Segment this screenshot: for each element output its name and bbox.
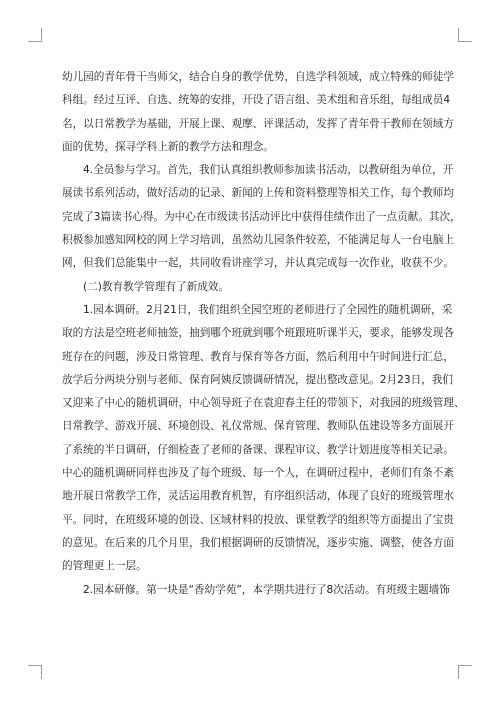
text-line: 平。同时，在班级环境的创设、区域材料的投放、课堂教学的组织等方面提出了宝贵 xyxy=(62,513,454,526)
text-line: 中心的随机调研同样也涉及了每个班级、每一个人，在调研过程中，老师们有条不紊 xyxy=(62,467,454,480)
text-line: 了系统的半日调研，仔细检查了老师的备课、课程审议、教学计划进度等相关记录。 xyxy=(62,443,454,456)
text-line: 放学后分两块分别与老师、保育阿姨反馈调研情况，提出整改意见。2月23日，我们 xyxy=(62,373,453,386)
text-line: 地开展日常教学工作，灵活运用教育机智，有序组织活动，体现了良好的班级管理水 xyxy=(62,490,454,503)
text-line: 2.园本研修。第一块是“香幼学苑”，本学期共进行了8次活动。有班级主题墙饰 xyxy=(83,583,450,596)
text-line: 展读书系列活动，做好活动的记录、新闻的上传和资料整理等相关工作，每个教师均 xyxy=(62,187,454,200)
text-line: 取的方法是空班老师抽签，抽到哪个班就到哪个班跟班听课半天，要求，能够发现各 xyxy=(62,327,454,340)
text-line: 的管理更上一层。 xyxy=(62,560,147,573)
crop-mark-top-left-h xyxy=(28,41,42,42)
text-line: 科组。经过互评、自选、统筹的安排，开设了语言组、美术组和音乐组，每组成员4 xyxy=(62,94,451,107)
text-line: 班存在的问题，涉及日常管理、教育与保育等各方面，然后利用中午时间进行汇总， xyxy=(62,350,454,363)
text-line: 名，以日常教学为基础，开展上课、观摩、评课活动，发挥了青年骨干教师在领域方 xyxy=(62,117,454,130)
crop-mark-bottom-right-v xyxy=(458,665,459,679)
text-line: 网，但我们总能集中一起，共同收看讲座学习，并认真完成每一次作业，收获不少。 xyxy=(62,257,454,270)
text-line: (二)教育教学管理有了新成效。 xyxy=(83,280,229,293)
text-line: 的意见。在后来的几个月里，我们根据调研的反馈情况，逐步实施、调整，使各方面 xyxy=(62,536,454,549)
text-line: 积极参加感知网校的网上学习培训，虽然幼儿园条件较差，不能满足每人一台电脑上 xyxy=(62,234,454,247)
text-line: 日常教学、游戏开展、环境创设、礼仪常规、保育管理、教师队伍建设等多方面展开 xyxy=(62,420,454,433)
crop-mark-top-right-v xyxy=(458,28,459,42)
text-line: 完成了3篇读书心得。为中心在市级读书活动评比中获得佳绩作出了一点贡献。其次， xyxy=(62,210,461,223)
crop-mark-bottom-left-v xyxy=(41,665,42,679)
crop-mark-top-right-h xyxy=(458,41,472,42)
crop-mark-bottom-left-h xyxy=(28,665,42,666)
crop-mark-top-left-v xyxy=(41,28,42,42)
document-body xyxy=(62,66,465,602)
text-line: 1.园本调研。2月21日，我们组织全园空班的老师进行了全园性的随机调研，采 xyxy=(83,303,453,316)
text-line: 又迎来了中心的随机调研，中心领导班子在袁迎春主任的带领下，对我园的班级管理、 xyxy=(62,397,465,410)
crop-mark-bottom-right-h xyxy=(458,665,472,666)
text-line: 幼儿园的青年骨干当师父，结合自身的教学优势，自选学科领域，成立特殊的师徒学 xyxy=(62,71,454,83)
text-line: 面的优势，探寻学科上新的教学方法和理念。 xyxy=(62,140,274,153)
text-line: 4.全员参与学习。首先，我们认真组织教师参加读书活动，以教研组为单位，开 xyxy=(83,164,454,177)
